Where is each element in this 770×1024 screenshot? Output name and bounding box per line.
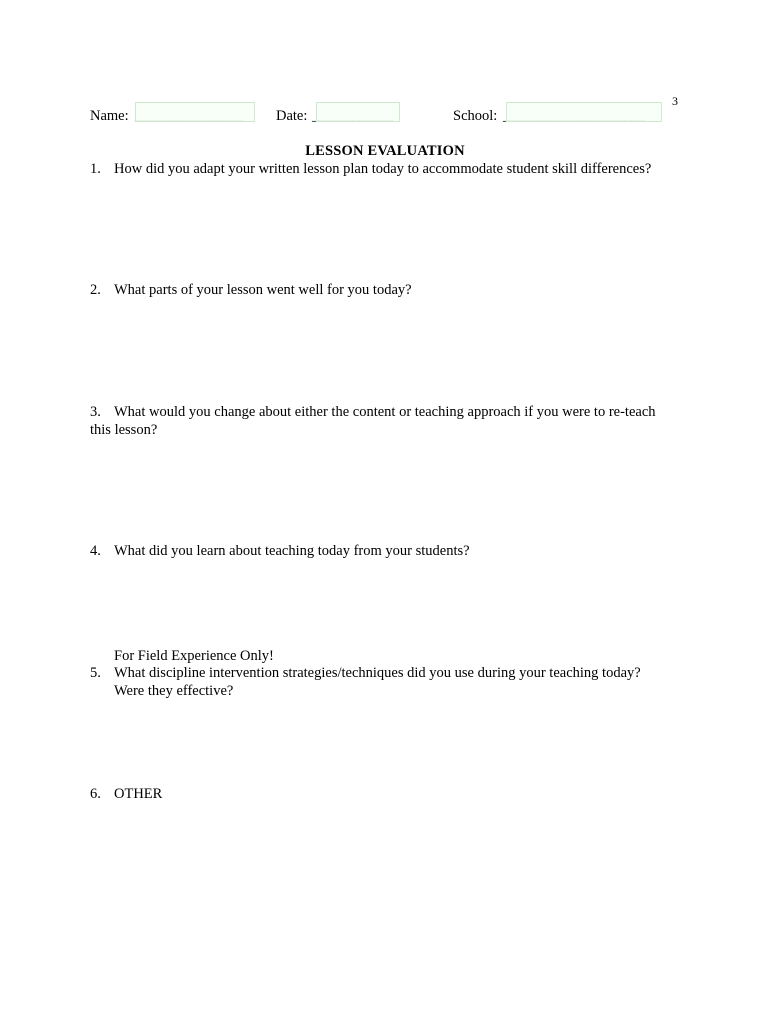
question-2-text: What parts of your lesson went well for you today? [114, 282, 412, 298]
question-3-number: 3. [90, 404, 101, 420]
question-1-text: How did you adapt your written lesson plan today to accommodate student skill differences? [114, 161, 652, 177]
question-5-text-continued: Were they effective? [114, 683, 234, 699]
school-field[interactable] [506, 102, 662, 122]
question-3-text: What would you change about either the content or teaching approach if you were to re-teach [114, 404, 656, 420]
question-4-text: What did you learn about teaching today from your students? [114, 543, 470, 559]
question-3-text-continued: this lesson? [90, 422, 158, 438]
school-underline: _____________________ [503, 108, 645, 124]
question-2-number: 2. [90, 282, 101, 298]
name-field[interactable] [135, 102, 255, 122]
field-experience-note: For Field Experience Only! [114, 648, 274, 664]
question-5-text: What discipline intervention strategies/techniques did you use during your teaching today? [114, 665, 641, 681]
date-field[interactable] [316, 102, 400, 122]
school-label: School: [453, 108, 498, 124]
page-number: 3 [672, 94, 678, 108]
question-6-text: OTHER [114, 786, 163, 802]
question-5-number: 5. [90, 665, 101, 681]
question-4-number: 4. [90, 543, 101, 559]
date-underline: ____________ [312, 108, 393, 124]
date-label: Date: [276, 108, 308, 124]
page-title: LESSON EVALUATION [305, 143, 465, 159]
question-1-number: 1. [90, 161, 101, 177]
name-label: Name: [90, 108, 129, 124]
question-6-number: 6. [90, 786, 101, 802]
name-underline: ________________ [135, 108, 243, 124]
